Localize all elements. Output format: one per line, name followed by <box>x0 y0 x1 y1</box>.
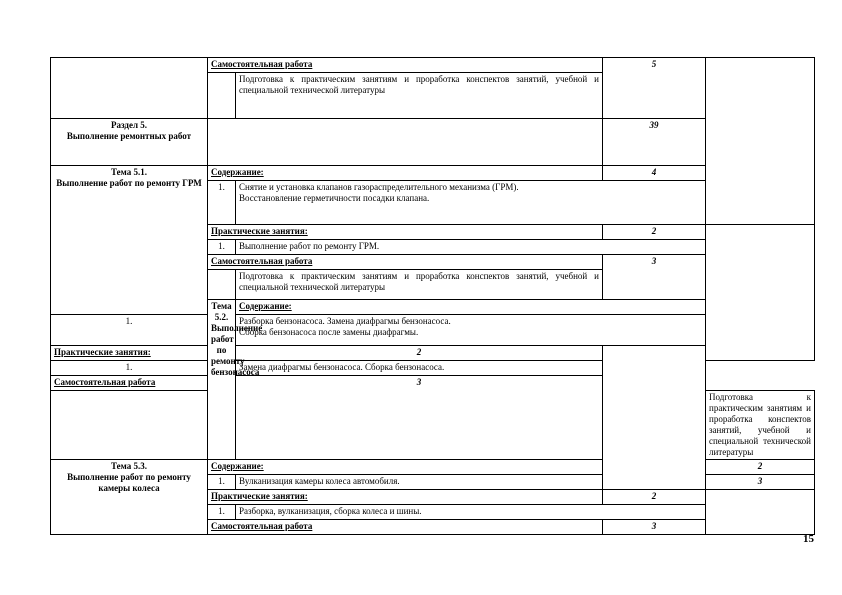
content-header: Содержание: <box>208 166 603 181</box>
section-name: Выполнение ремонтных работ <box>66 131 192 141</box>
topic-title: Тема 5.3. <box>111 461 147 471</box>
section-title-cell <box>51 119 208 166</box>
page-number: 15 <box>803 533 814 545</box>
level-cell-empty <box>706 58 815 225</box>
practical-header: Практические занятия: <box>51 346 236 361</box>
item-number: 1. <box>51 361 208 376</box>
section-title: Раздел 5. <box>110 120 148 130</box>
section-hours: 39 <box>603 119 706 166</box>
practical-hours: 2 <box>236 346 603 361</box>
content-item-line: Восстановление герметичности посадки клапана. <box>239 193 430 203</box>
practical-header: Практические занятия: <box>208 225 603 240</box>
hours-cell: 5 <box>603 58 706 119</box>
content-item <box>236 315 706 346</box>
num-cell-empty <box>208 73 236 119</box>
independent-hours: 3 <box>236 376 603 460</box>
practical-item: Выполнение работ по ремонту ГРМ. <box>236 240 706 255</box>
item-number: 1. <box>208 505 236 520</box>
content-hours: 4 <box>603 166 706 181</box>
topic-name: Выполнение работ по ремонту ГРМ <box>56 178 202 188</box>
independent-header: Самостоятельная работа <box>208 255 603 270</box>
independent-hours: 3 <box>603 520 706 535</box>
level-cell-empty <box>706 225 815 361</box>
topic-cell-empty <box>51 58 208 119</box>
content-item <box>236 181 706 225</box>
practical-hours: 2 <box>603 490 706 505</box>
prep-text: Подготовка к практическим занятиям и проработка конспектов занятий, учебной и специальной технической литературы <box>236 73 603 119</box>
section-content-empty <box>208 119 603 166</box>
topic-title: Тема 5.1. <box>111 167 147 177</box>
content-item-line: Сборка бензонасоса после замены диафрагмы. <box>239 327 419 337</box>
item-number: 1. <box>51 315 208 346</box>
content-hours: 2 <box>706 460 815 475</box>
content-item-line: Разборка бензонасоса. Замена диафрагмы бензонасоса. <box>239 316 451 326</box>
prep-text: Подготовка к практическим занятиям и проработка конспектов занятий, учебной и специальной технической литературы <box>706 391 815 460</box>
topic-title-cell <box>51 166 208 315</box>
num-cell-empty <box>208 270 236 300</box>
topic-name: Выполнение работ по ремонту бензонасоса <box>211 323 263 377</box>
item-number: 1. <box>208 475 236 490</box>
level-cell-empty <box>706 490 815 535</box>
practical-item: Разборка, вулканизация, сборка колеса и шины. <box>236 505 706 520</box>
independent-header: Самостоятельная работа <box>208 520 603 535</box>
content-header: Содержание: <box>208 460 603 475</box>
independent-header: Самостоятельная работа <box>208 58 603 73</box>
num-cell-empty <box>51 391 208 460</box>
content-item-line: Снятие и установка клапанов газораспределительного механизма (ГРМ). <box>239 182 519 192</box>
topic-name: Выполнение работ по ремонту камеры колеса <box>67 472 191 493</box>
curriculum-table <box>50 57 815 535</box>
practical-hours: 2 <box>603 225 706 240</box>
prep-text: Подготовка к практическим занятиям и проработка конспектов занятий, учебной и специальной технической литературы <box>236 270 603 300</box>
content-header: Содержание: <box>236 300 706 315</box>
topic-title: Тема 5.2. <box>211 301 232 322</box>
mastery-level: 3 <box>706 475 815 490</box>
independent-header: Самостоятельная работа <box>51 376 236 391</box>
item-number: 1. <box>208 240 236 255</box>
content-item: Вулканизация камеры колеса автомобиля. <box>236 475 706 490</box>
item-number: 1. <box>208 181 236 225</box>
practical-header: Практические занятия: <box>208 490 603 505</box>
practical-item: Замена диафрагмы бензонасоса. Сборка бензонасоса. <box>236 361 706 376</box>
topic-title-cell <box>51 460 208 535</box>
independent-hours: 3 <box>603 255 706 300</box>
